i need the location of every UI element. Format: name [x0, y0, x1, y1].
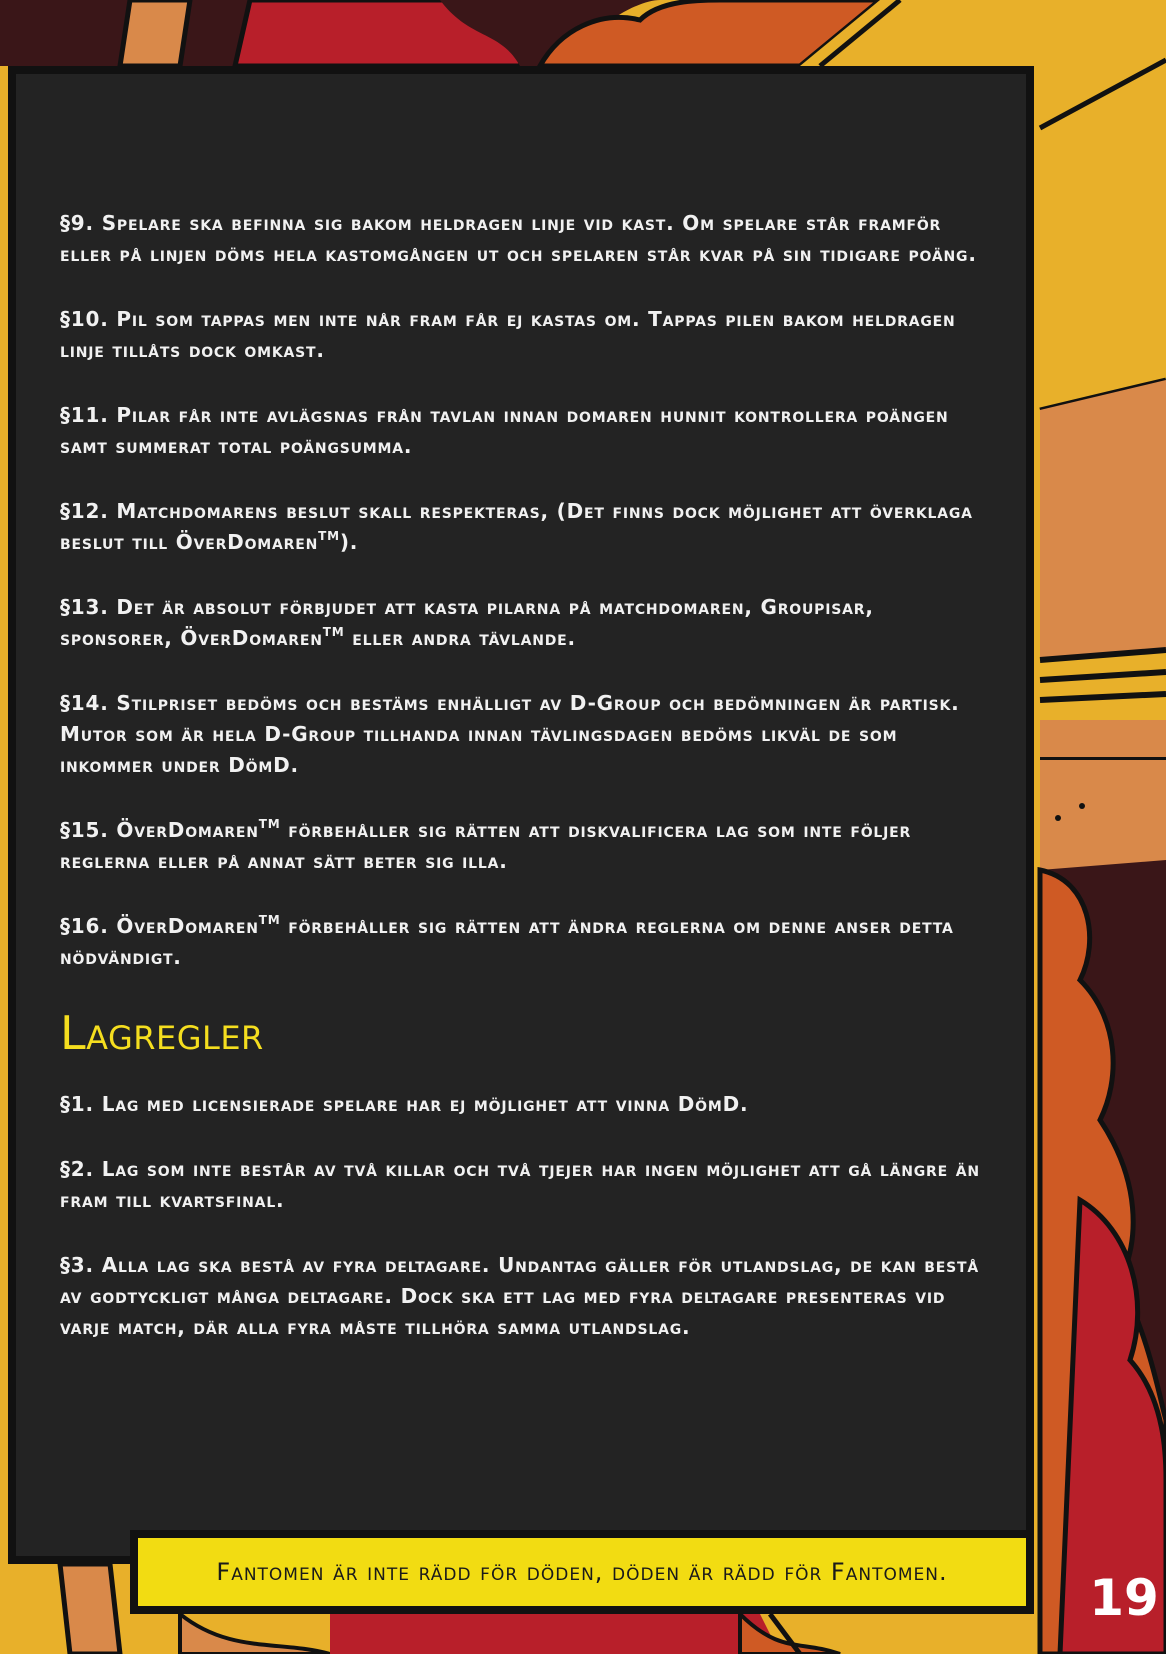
rule-10: §10. Pil som tappas men inte når fram får ej kastas om. Tappas pilen bakom heldragen linje tillåts dock omkast. [60, 307, 956, 362]
trademark-mark: TM [258, 817, 281, 831]
rule-13: §13. Det är absolut förbjudet att kasta pilarna på matchdomaren, Groupisar, sponsorer, ÖverDomaren™ eller andra tävlande. [60, 595, 874, 650]
quote-box [130, 1530, 1034, 1614]
rule-9: §9. Spelare ska befinna sig bakom heldragen linje vid kast. Om spelare står framför eller på linjen döms hela kastomgången ut och spelaren står kvar på sin tidigare poäng. [60, 211, 977, 266]
quote-text: Fantomen är inte rädd för döden, döden är rädd för Fantomen. [138, 1538, 1026, 1606]
trademark-mark: TM [322, 625, 345, 639]
page-number: 19 [1089, 1569, 1159, 1627]
rule-14: §14. Stilpriset bedöms och bestäms enhälligt av D-Group och bedömningen är partisk. Mutor som är hela D-Group tillhanda innan tävlingsdagen bedöms likväl de som inkommer under DömD. [60, 691, 960, 777]
rule-11: §11. Pilar får inte avlägsnas från tavlan innan domaren hunnit kontrollera poängen samt summerat total poängsumma. [60, 403, 949, 458]
trademark-mark: TM [318, 529, 340, 543]
rule-15: §15. ÖverDomaren™ förbehåller sig rätten att diskvalificera lag som inte följer reglerna eller på annat sätt beter sig illa. [60, 817, 912, 873]
rules-content [60, 208, 990, 1377]
team-rule-1: §1. Lag med licensierade spelare har ej möjlighet att vinna DömD. [60, 1092, 749, 1116]
section-heading-lagregler: Lagregler [60, 1006, 264, 1060]
team-rule-2: §2. Lag som inte består av två killar och två tjejer har ingen möjlighet att gå längre än fram till kvartsfinal. [60, 1157, 980, 1212]
rule-12: §12. Matchdomarens beslut skall respekteras, (Det finns dock möjlighet att överklaga beslut till ÖverDomaren™). [60, 499, 973, 554]
trademark-mark: TM [258, 913, 281, 927]
rule-16: §16. ÖverDomaren™ förbehåller sig rätten att ändra reglerna om denne anser detta nödvändigt. [60, 913, 954, 969]
team-rule-3: §3. Alla lag ska bestå av fyra deltagare. Undantag gäller för utlandslag, de kan bestå av godtyckligt många deltagare. Dock ska ett lag med fyra deltagare presenteras vid varje match, där alla fyra måste tillhöra samma utlandslag. [60, 1253, 979, 1339]
